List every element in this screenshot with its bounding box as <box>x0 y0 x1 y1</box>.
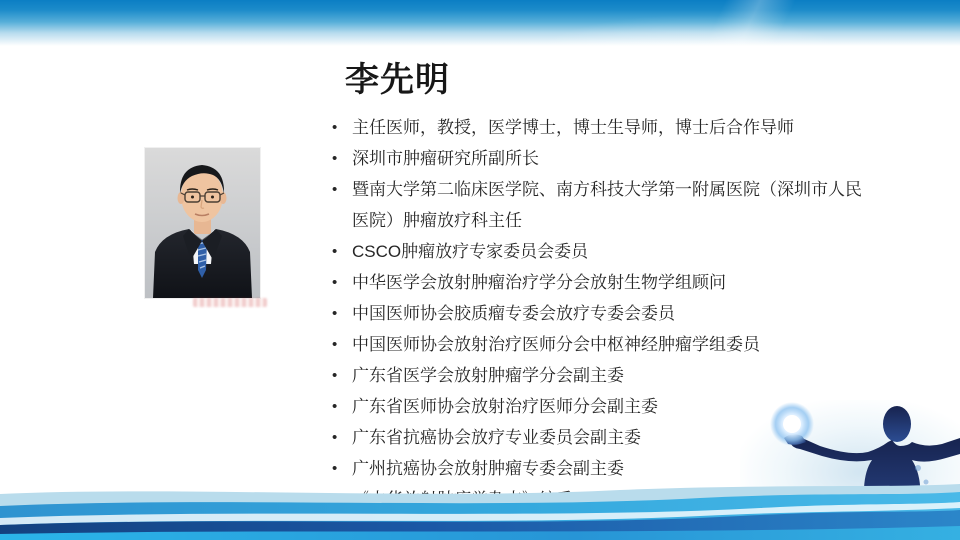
bullet-text: 中国医师协会放射治疗医师分会中枢神经肿瘤学组委员 <box>352 335 760 354</box>
bullet-item <box>330 174 870 236</box>
page-title: 李先明 <box>345 61 450 99</box>
bullet-text: 广东省医学会放射肿瘤学分会副主委 <box>352 366 624 385</box>
bullet-item <box>330 143 870 174</box>
portrait-photo <box>145 148 260 298</box>
bullet-text: CSCO肿瘤放疗专家委员会委员 <box>352 242 589 261</box>
bullet-item <box>330 329 870 360</box>
bullet-text: 深圳市肿瘤研究所副所长 <box>352 149 539 168</box>
bottom-wave-band <box>0 482 960 540</box>
bullet-item <box>330 267 870 298</box>
bullet-text: 广东省抗癌协会放疗专业委员会副主委 <box>352 428 641 447</box>
bullet-item <box>330 298 870 329</box>
bullet-text: 中国医师协会胶质瘤专委会放疗专委会委员 <box>352 304 675 323</box>
bullet-text: 暨南大学第二临床医学院、南方科技大学第一附属医院（深圳市人民医院）肿瘤放疗科主任 <box>352 180 862 230</box>
bullet-item <box>330 112 870 143</box>
photo-watermark <box>193 298 267 307</box>
portrait-illustration <box>145 148 260 298</box>
bullet-text: 主任医师，教授，医学博士，博士生导师，博士后合作导师 <box>352 118 794 137</box>
bullet-text: 中华医学会放射肿瘤治疗学分会放射生物学组顾问 <box>352 273 726 292</box>
top-gradient-band <box>0 0 960 46</box>
bullet-text: 广州抗癌协会放射肿瘤专委会副主委 <box>352 459 624 478</box>
bullet-text: 广东省医师协会放射治疗医师分会副主委 <box>352 397 658 416</box>
bullet-item <box>330 236 870 267</box>
wave-graphic <box>0 482 960 540</box>
